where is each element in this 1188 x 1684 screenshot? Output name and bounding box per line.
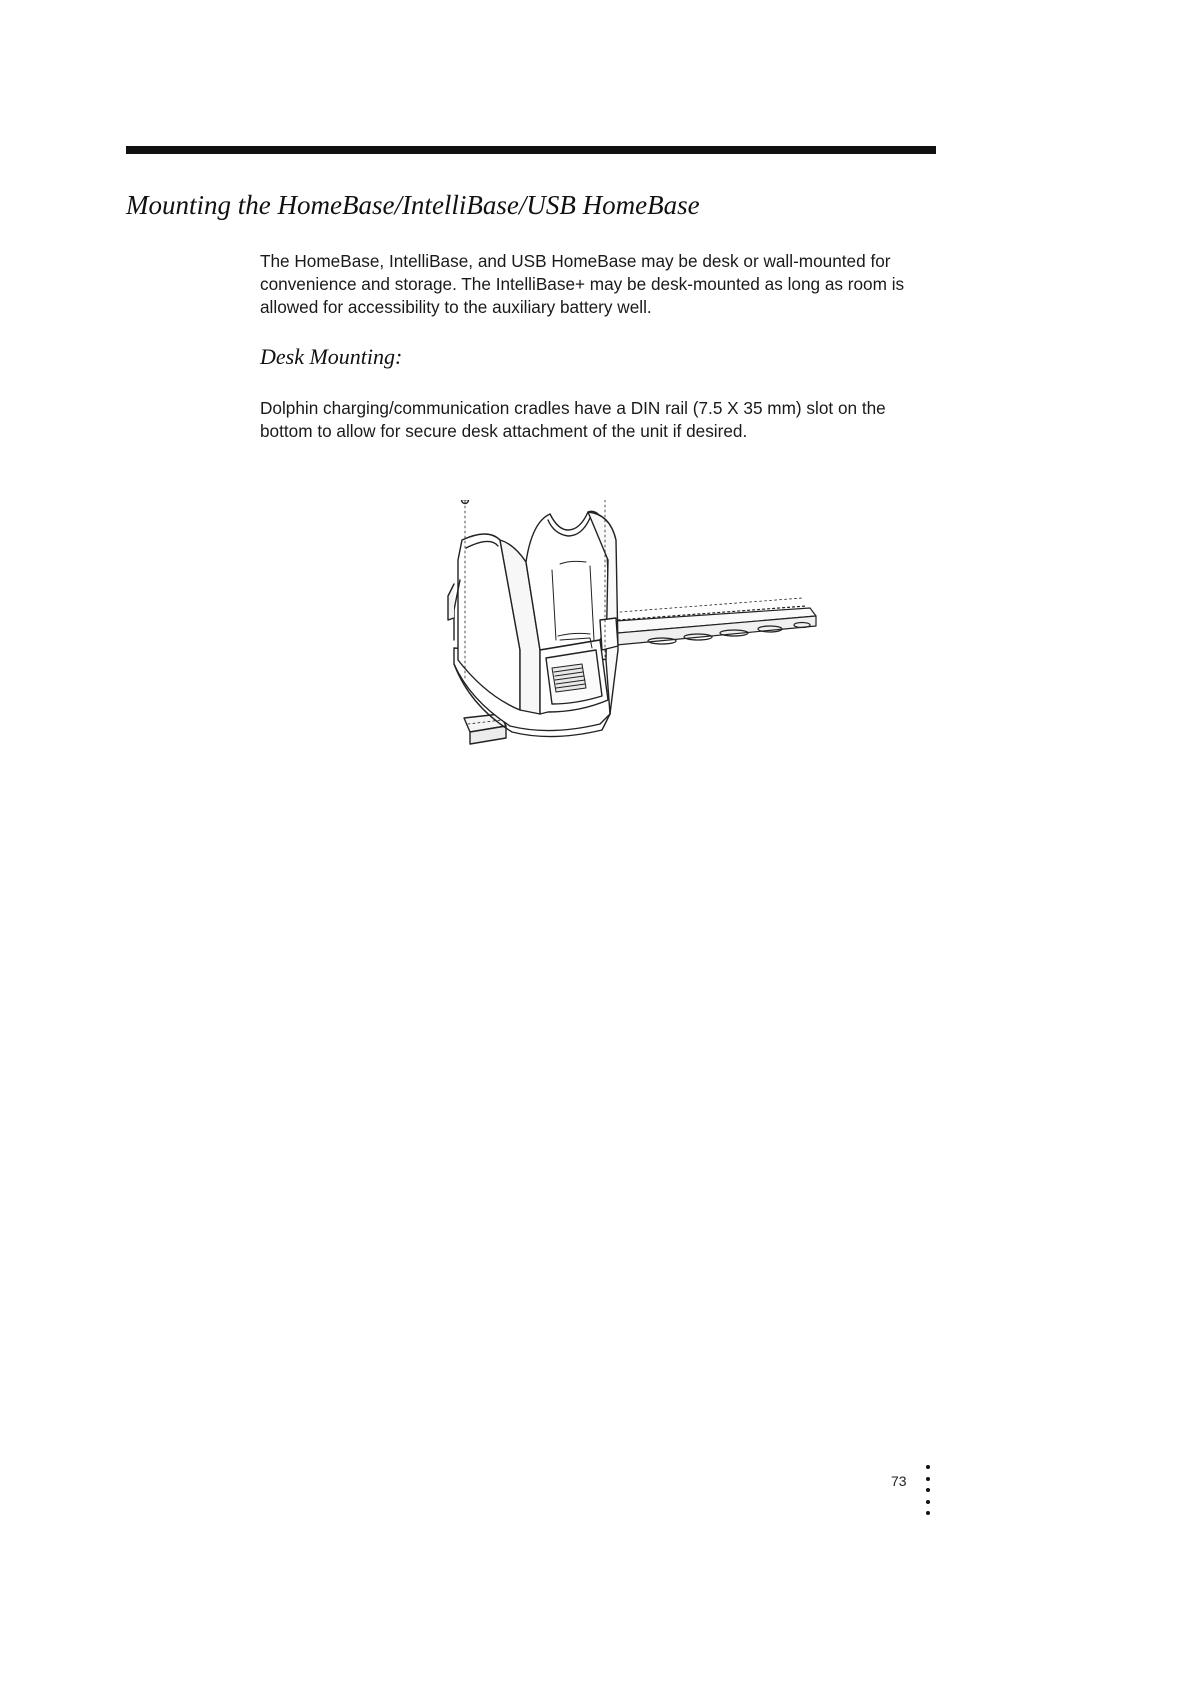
connector-block [552,664,586,692]
page-number: 73 [891,1473,907,1489]
desk-mounting-title: Desk Mounting: [260,344,403,369]
page-marker-dot [926,1477,930,1481]
cradle-din-rail-figure [440,500,820,800]
intro-paragraph: The HomeBase, IntelliBase, and USB HomeBase may be desk or wall-mounted for convenience and storage. The IntelliBase+ may be desk-mounted as long as room is allowed for accessibility to the auxiliary battery well. [260,251,905,317]
desk-mounting-paragraph: Dolphin charging/communication cradles have a DIN rail (7.5 X 35 mm) slot on the bottom to allow for secure desk attachment of the unit if desired. [260,398,886,441]
page-marker-dot [926,1511,930,1515]
top-rule [126,146,936,154]
page-marker-dot [926,1500,930,1504]
cradle-body [448,511,618,736]
page-marker-dot [926,1488,930,1492]
cradle-din-rail-icon [440,500,820,800]
page-marker-dot [926,1465,930,1469]
page-marker-dots [926,1465,932,1525]
section-title: Mounting the HomeBase/IntelliBase/USB HomeBase [126,190,700,220]
din-rail-back [600,598,816,646]
